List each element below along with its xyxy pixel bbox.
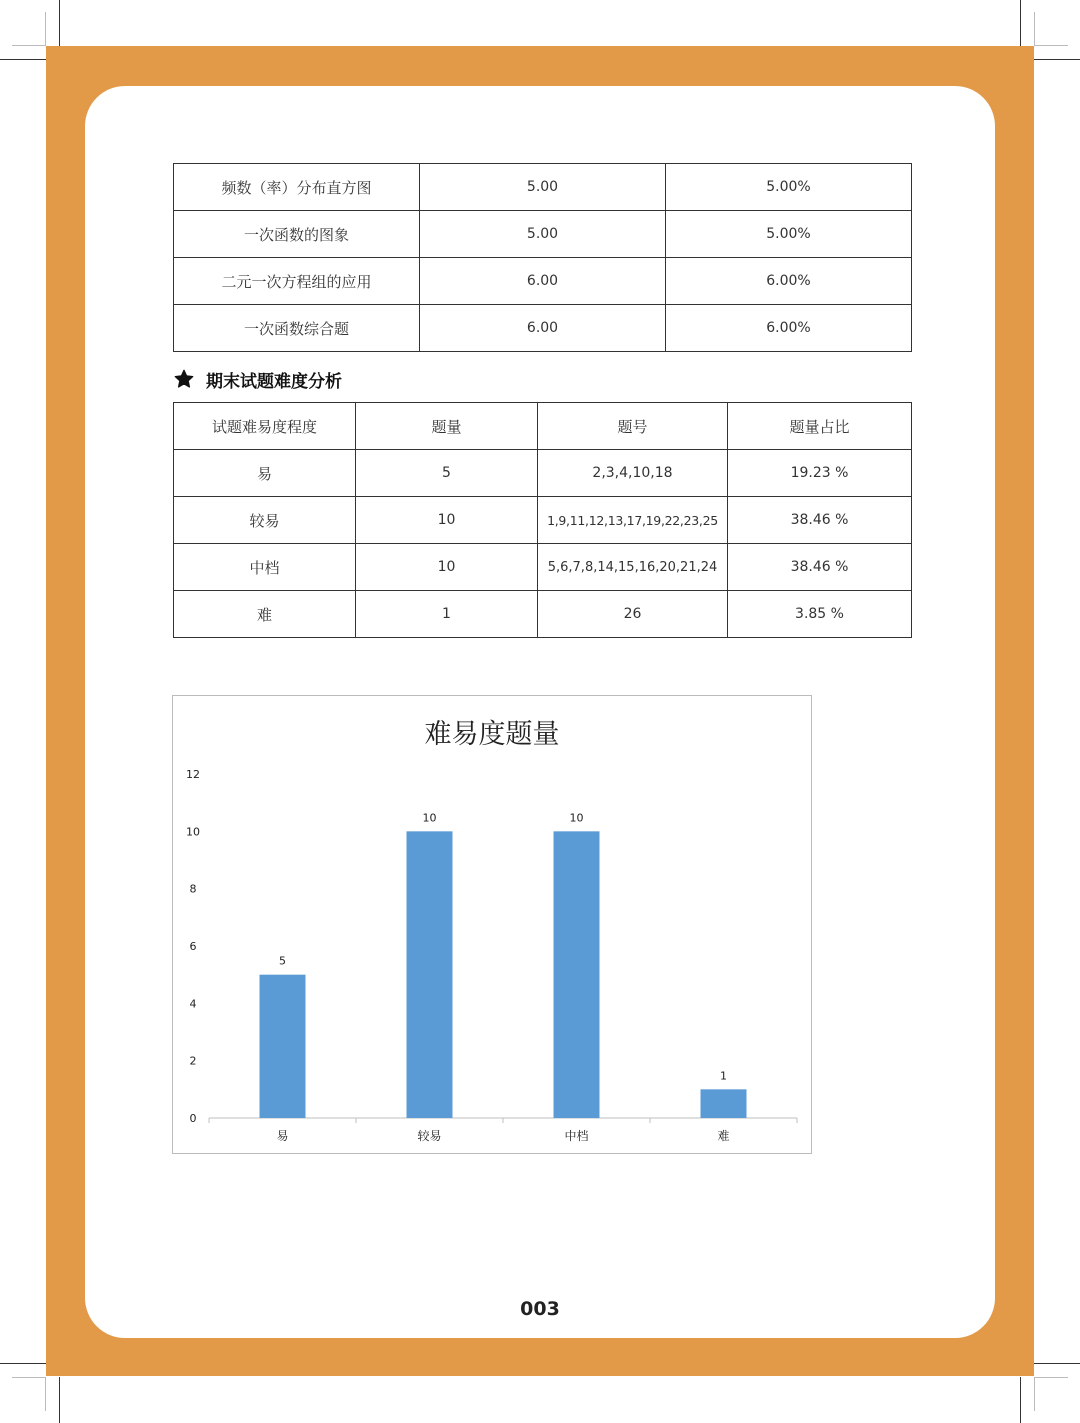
percent-cell: 6.00%	[666, 305, 912, 352]
ratio-cell: 38.46 %	[728, 544, 912, 591]
level-cell: 较易	[174, 497, 356, 544]
table-row	[174, 258, 912, 305]
numbers-cell: 26	[538, 591, 728, 638]
score-cell: 5.00	[420, 164, 666, 211]
topic-cell: 一次函数的图象	[174, 211, 420, 258]
section-heading	[174, 366, 342, 392]
numbers-cell: 5,6,7,8,14,15,16,20,21,24	[538, 544, 728, 591]
crop-mark	[12, 45, 46, 46]
data-label: 10	[422, 811, 437, 825]
bar	[407, 831, 453, 1118]
percent-cell: 5.00%	[666, 164, 912, 211]
difficulty-table	[173, 402, 912, 638]
data-label: 5	[279, 954, 286, 968]
count-cell: 10	[356, 497, 538, 544]
ratio-cell: 3.85 %	[728, 591, 912, 638]
chart-canvas	[173, 696, 811, 1153]
category-label: 难	[717, 1129, 730, 1143]
category-label: 较易	[417, 1129, 442, 1143]
column-header: 题量	[356, 403, 538, 450]
score-cell: 5.00	[420, 211, 666, 258]
level-cell: 中档	[174, 544, 356, 591]
y-tick-label: 2	[189, 1054, 197, 1068]
count-cell: 5	[356, 450, 538, 497]
topic-cell: 二元一次方程组的应用	[174, 258, 420, 305]
table-row	[174, 450, 912, 497]
crop-mark	[0, 59, 46, 60]
bar	[701, 1089, 747, 1118]
star-icon	[174, 369, 194, 389]
crop-mark	[1034, 1363, 1080, 1364]
count-cell: 1	[356, 591, 538, 638]
crop-mark	[0, 1363, 46, 1364]
knowledge-table	[173, 163, 912, 352]
bar	[554, 831, 600, 1118]
percent-cell: 6.00%	[666, 258, 912, 305]
crop-mark	[59, 0, 60, 46]
crop-mark	[1034, 59, 1080, 60]
crop-mark	[12, 1377, 46, 1378]
column-header: 题号	[538, 403, 728, 450]
numbers-cell: 1,9,11,12,13,17,19,22,23,25	[538, 497, 728, 544]
table-row	[174, 164, 912, 211]
crop-mark	[45, 1377, 46, 1411]
column-header: 试题难易度程度	[174, 403, 356, 450]
crop-mark	[1020, 0, 1021, 46]
score-cell: 6.00	[420, 258, 666, 305]
topic-cell: 频数（率）分布直方图	[174, 164, 420, 211]
y-tick-label: 10	[186, 825, 200, 839]
table-row	[174, 497, 912, 544]
difficulty-chart	[172, 695, 812, 1154]
crop-mark	[1020, 1377, 1021, 1423]
bar	[260, 975, 306, 1118]
page-number: 003	[520, 1298, 560, 1320]
column-header: 题量占比	[728, 403, 912, 450]
level-cell: 易	[174, 450, 356, 497]
table-row	[174, 211, 912, 258]
category-label: 中档	[564, 1129, 589, 1143]
data-label: 10	[569, 811, 584, 825]
numbers-cell: 2,3,4,10,18	[538, 450, 728, 497]
table-row	[174, 591, 912, 638]
table-row	[174, 544, 912, 591]
crop-mark	[59, 1377, 60, 1423]
y-tick-label: 6	[189, 940, 197, 953]
y-tick-label: 0	[189, 1112, 197, 1125]
chart-labels	[276, 811, 729, 1143]
chart-title: 难易度题量	[424, 719, 560, 750]
percent-cell: 5.00%	[666, 211, 912, 258]
chart-bars	[260, 831, 747, 1118]
table-row	[174, 305, 912, 352]
ratio-cell: 38.46 %	[728, 497, 912, 544]
level-cell: 难	[174, 591, 356, 638]
category-label: 易	[276, 1129, 289, 1143]
y-tick-label: 4	[189, 997, 197, 1011]
topic-cell: 一次函数综合题	[174, 305, 420, 352]
crop-mark	[1034, 1377, 1068, 1378]
score-cell: 6.00	[420, 305, 666, 352]
y-tick-label: 8	[189, 882, 197, 896]
ratio-cell: 19.23 %	[728, 450, 912, 497]
crop-mark	[45, 12, 46, 46]
table-header-row	[174, 403, 912, 450]
y-tick-label: 12	[186, 768, 200, 781]
crop-mark	[1034, 1377, 1035, 1411]
crop-mark	[1034, 45, 1068, 46]
section-title: 期末试题难度分析	[206, 371, 342, 392]
count-cell: 10	[356, 544, 538, 591]
data-label: 1	[720, 1069, 727, 1083]
crop-mark	[1034, 12, 1035, 46]
